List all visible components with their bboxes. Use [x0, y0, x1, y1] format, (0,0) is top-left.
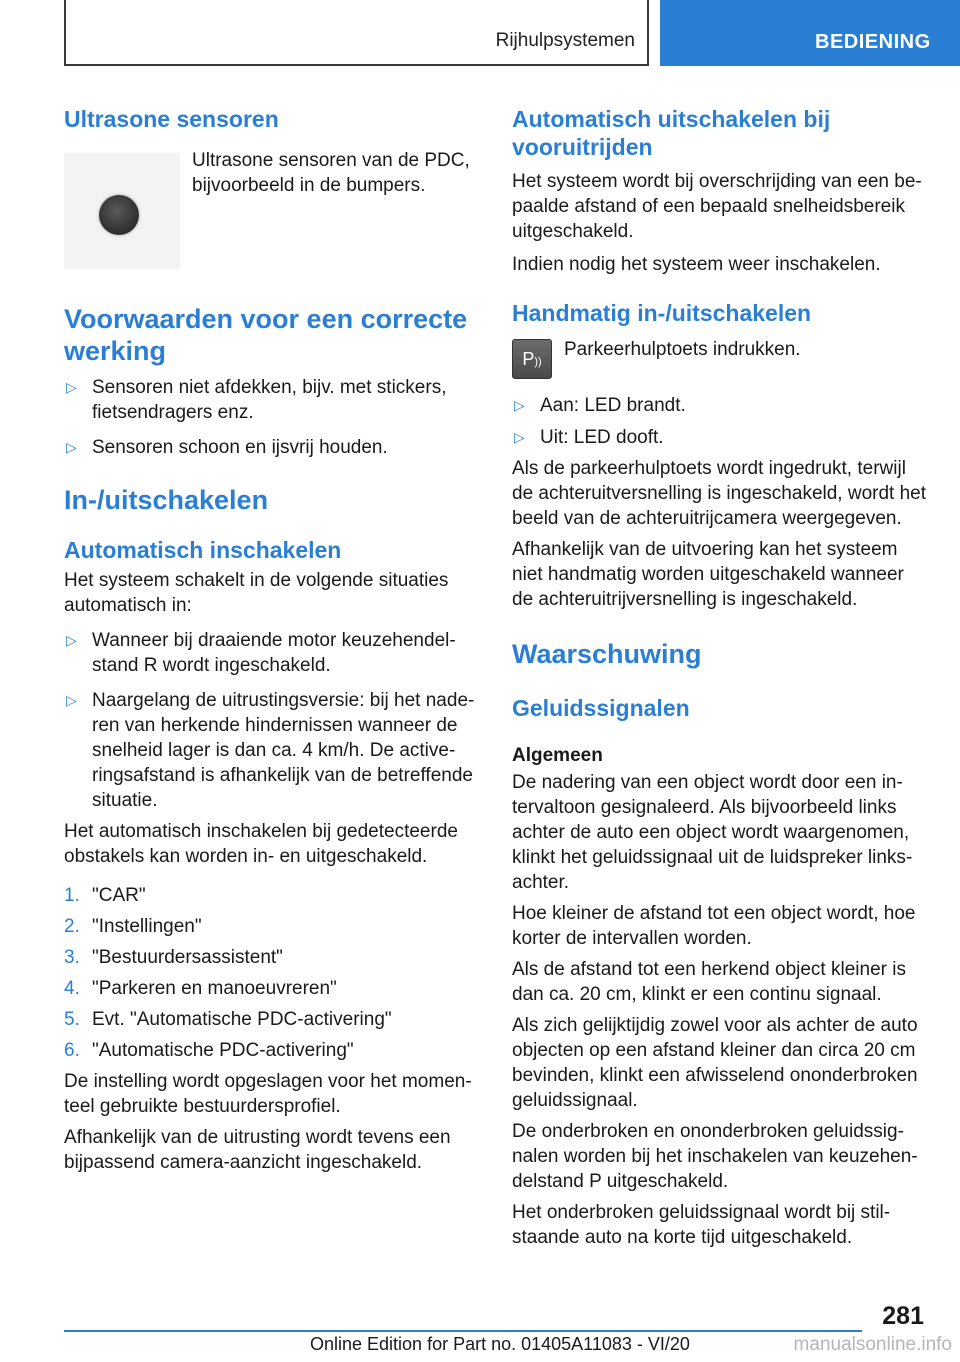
list-item: ▷ Sensoren schoon en ijsvrij houden. — [66, 437, 388, 458]
bullet-icon: ▷ — [66, 379, 77, 395]
auto-in-intro: Het systeem schakelt in de volgende situaties automatisch in: — [64, 570, 449, 616]
heading-automatisch-inschakelen: Automatisch inschakelen — [64, 537, 342, 563]
ultrasone-text: Ultrasone sensoren van de PDC, bijvoorbeeld in de bumpers. — [192, 150, 470, 196]
footer-divider — [64, 1330, 862, 1332]
settings-steps — [64, 883, 479, 1063]
bullet-icon: ▷ — [66, 692, 77, 708]
bullet-icon: ▷ — [66, 439, 77, 455]
heading-geluidssignalen: Geluidssignalen — [512, 695, 690, 721]
voorwaarden-list — [64, 375, 479, 460]
step-item: 5. Evt. "Automatische PDC-activering" — [64, 1009, 392, 1030]
heading-waarschuwing: Waarschuwing — [512, 639, 702, 669]
algemeen-paragraph-4: Als zich gelijktijdig zowel voor als achter de auto objecten op een afstand kleiner dan circa 20 cm bevinden, klinkt een afwisselend ononderbroken geluidssignaal. — [512, 1015, 918, 1111]
handmatig-text: Parkeerhulptoets indrukken. — [564, 339, 801, 360]
sensor-icon — [99, 195, 139, 235]
step-item: 2. "Instellingen" — [64, 916, 202, 937]
algemeen-paragraph-5: De onderbroken en ononderbroken geluidssignalen worden bij het inschakelen van keuzehendelstand P uitgeschakeld. — [512, 1121, 918, 1192]
auto-in-list — [64, 628, 479, 813]
algemeen-paragraph-1: De nadering van een object wordt door een intervaltoon gesignaleerd. Als bijvoorbeeld links achter de auto een object wordt waargenomen, klinkt het geluidssignaal uit de luidspreker linksachter. — [512, 772, 913, 893]
after-steps-2: Afhankelijk van de uitrusting wordt tevens een bijpassend camera-aanzicht ingeschakeld. — [64, 1127, 451, 1173]
algemeen-paragraph-6: Het onderbroken geluidssignaal wordt bij stilstaande auto na korte tijd uitgeschakeld. — [512, 1202, 891, 1248]
list-item: ▷ Aan: LED brandt. — [514, 395, 686, 416]
step-item: 6. "Automatische PDC-activering" — [64, 1040, 354, 1061]
heading-handmatig: Handmatig in-/uitschakelen — [512, 300, 812, 326]
step-item: 1. "CAR" — [64, 885, 146, 906]
footer-edition: Online Edition for Part no. 01405A11083 - VI/20 — [310, 1334, 690, 1354]
chapter-tab-label: BEDIENING — [815, 31, 931, 53]
list-item: ▷ Naargelang de uitrustingsversie: bij het naderen van herkende hindernissen wanneer de snelheid lager is dan ca. 4 km/h. De activeringsafstand is afhankelijk van de betreffende situatie. — [66, 690, 475, 811]
handmatig-paragraph-2: Afhankelijk van de uitvoering kan het systeem niet handmatig worden uitgeschakeld wanneer de achteruitrijversnelling is ingeschakeld. — [512, 539, 904, 610]
heading-automatisch-uitschakelen: Automatisch uitschakelen bij vooruitrijden — [512, 106, 831, 160]
list-item: ▷ Wanneer bij draaiende motor keuzehendelstand R wordt ingeschakeld. — [66, 630, 456, 676]
algemeen-paragraph-3: Als de afstand tot een herkend object kleiner is dan ca. 20 cm, klinkt er een continu signaal. — [512, 959, 906, 1005]
auto-uit-text-2: Indien nodig het systeem weer inschakelen. — [512, 254, 881, 275]
section-title: Rijhulpsystemen — [495, 30, 635, 51]
auto-in-paragraph: Het automatisch inschakelen bij gedetecteerde obstakels kan worden in- en uitgeschakeld. — [64, 821, 458, 867]
watermark: manualsonline.info — [793, 1334, 952, 1355]
step-item: 3. "Bestuurdersassistent" — [64, 947, 283, 968]
bullet-icon: ▷ — [66, 632, 77, 648]
page-number: 281 — [882, 1302, 924, 1330]
handmatig-list — [512, 393, 930, 450]
heading-in-uitschakelen: In-/uitschakelen — [64, 485, 269, 515]
algemeen-paragraph-2: Hoe kleiner de afstand tot een object wordt, hoe korter de intervallen worden. — [512, 903, 916, 949]
ultrasonic-sensor-image — [64, 153, 180, 269]
list-item: ▷ Sensoren niet afdekken, bijv. met stickers, fietsendragers enz. — [66, 377, 447, 423]
auto-uit-text-1: Het systeem wordt bij overschrijding van een bepaalde afstand of een bepaald snelheidsbereik uitgeschakeld. — [512, 171, 922, 242]
bullet-icon: ▷ — [514, 429, 525, 445]
after-steps-1: De instelling wordt opgeslagen voor het momenteel gebruikte bestuurdersprofiel. — [64, 1071, 472, 1117]
heading-ultrasone: Ultrasone sensoren — [64, 106, 279, 132]
heading-voorwaarden: Voorwaarden voor een correcte werking — [64, 304, 468, 366]
list-item: ▷ Uit: LED dooft. — [514, 427, 664, 448]
park-assist-button-icon: P)) — [512, 339, 552, 379]
heading-algemeen: Algemeen — [512, 745, 603, 766]
header-section-box — [64, 0, 649, 66]
bullet-icon: ▷ — [514, 397, 525, 413]
right-column — [512, 100, 930, 1250]
step-item: 4. "Parkeren en manoeuvreren" — [64, 978, 337, 999]
handmatig-paragraph-1: Als de parkeerhulptoets wordt ingedrukt, terwijl de achteruitversnelling is ingeschakeld, wordt het beeld van de achteruitrijcamera weergegeven. — [512, 458, 927, 529]
chapter-tab[interactable] — [660, 0, 960, 66]
left-column — [64, 100, 479, 1175]
